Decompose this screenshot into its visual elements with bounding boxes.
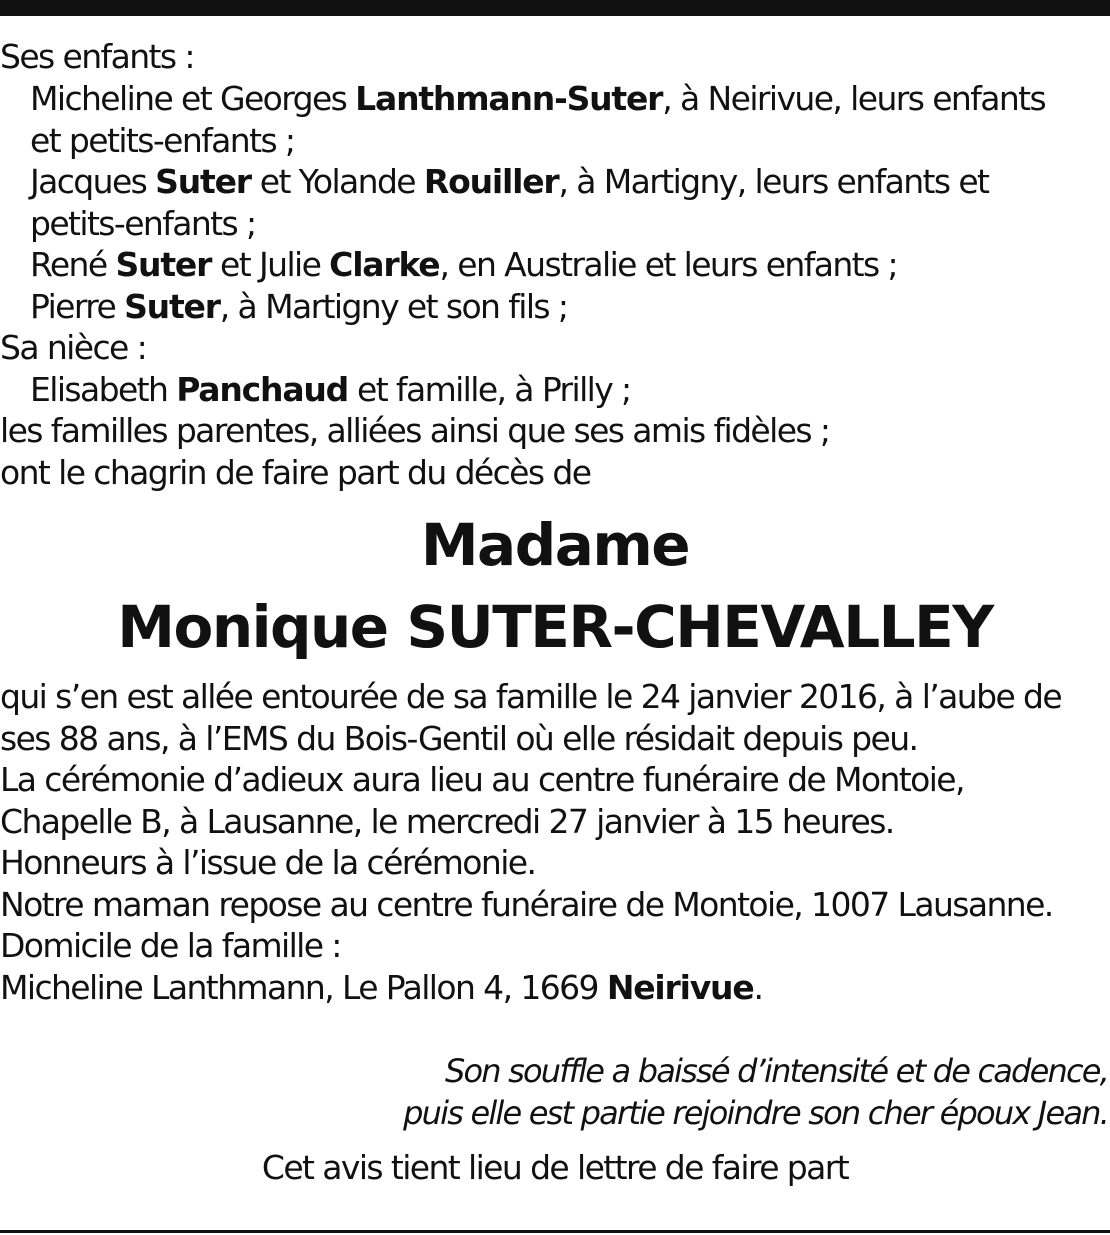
- text-part: , à Martigny, leurs enfants et: [558, 162, 989, 201]
- surname: Panchaud: [176, 370, 349, 409]
- surname: Suter: [155, 162, 251, 201]
- quote-line-2: puis elle est partie rejoindre son cher époux Jean.: [403, 1094, 1108, 1132]
- text-part: et famille, à Prilly ;: [348, 370, 631, 409]
- surname: Rouiller: [423, 162, 559, 201]
- surname: Lanthmann-Suter: [355, 79, 663, 118]
- text-part: Elisabeth: [30, 370, 177, 409]
- body-line-7: Domicile de la famille :: [0, 926, 341, 965]
- text-part: et Yolande: [250, 162, 424, 201]
- niece-label: Sa nièce :: [0, 328, 147, 367]
- text-part: Micheline Lanthmann, Le Pallon 4, 1669: [0, 968, 607, 1007]
- surname: Clarke: [329, 245, 440, 284]
- text-part: , en Australie et leurs enfants ;: [439, 245, 898, 284]
- footer-note: Cet avis tient lieu de lettre de faire part: [261, 1148, 849, 1187]
- deceased-name: Monique SUTER-CHEVALLEY: [117, 593, 993, 661]
- announcement-line: ont le chagrin de faire part du décès de: [0, 453, 591, 492]
- family-line-1-cont: et petits-enfants ;: [30, 121, 295, 160]
- family-line-3: [30, 244, 897, 286]
- other-families: les familles parentes, alliées ainsi que ses amis fidèles ;: [0, 411, 830, 450]
- surname: Suter: [115, 245, 212, 284]
- text-part: René: [30, 245, 116, 284]
- surname: Suter: [124, 287, 220, 326]
- deceased-title: Madame: [420, 511, 690, 579]
- children-label: Ses enfants :: [0, 37, 194, 76]
- body-line-1: qui s’en est allée entourée de sa famille le 24 janvier 2016, à l’aube de: [0, 677, 1062, 716]
- quote-line-1: Son souffle a baissé d’intensité et de cadence,: [444, 1052, 1108, 1090]
- text-part: , à Martigny et son fils ;: [219, 287, 568, 326]
- body-line-6: Notre maman repose au centre funéraire de Montoie, 1007 Lausanne.: [0, 885, 1053, 924]
- family-line-2: [30, 161, 988, 203]
- town-name: Neirivue: [606, 968, 754, 1007]
- text-part: et Julie: [211, 245, 330, 284]
- body-line-2: ses 88 ans, à l’EMS du Bois-Gentil où elle résidait depuis peu.: [0, 719, 918, 758]
- family-line-2-cont: petits-enfants ;: [30, 204, 256, 243]
- body-line-8: [0, 967, 762, 1009]
- text-part: , à Neirivue, leurs enfants: [662, 79, 1046, 118]
- body-line-5: Honneurs à l’issue de la cérémonie.: [0, 843, 536, 882]
- text-part: .: [753, 968, 763, 1007]
- body-line-4: Chapelle B, à Lausanne, le mercredi 27 janvier à 15 heures.: [0, 802, 894, 841]
- top-rule: [0, 0, 1110, 16]
- bottom-rule: [0, 1230, 1110, 1233]
- body-line-3: La cérémonie d’adieux aura lieu au centre funéraire de Montoie,: [0, 760, 964, 799]
- text-part: Jacques: [30, 162, 156, 201]
- text-part: Pierre: [30, 287, 125, 326]
- family-line-4: [30, 286, 567, 328]
- family-line-1: [30, 78, 1045, 120]
- family-line-5: [30, 369, 631, 411]
- text-part: Micheline et Georges: [30, 79, 356, 118]
